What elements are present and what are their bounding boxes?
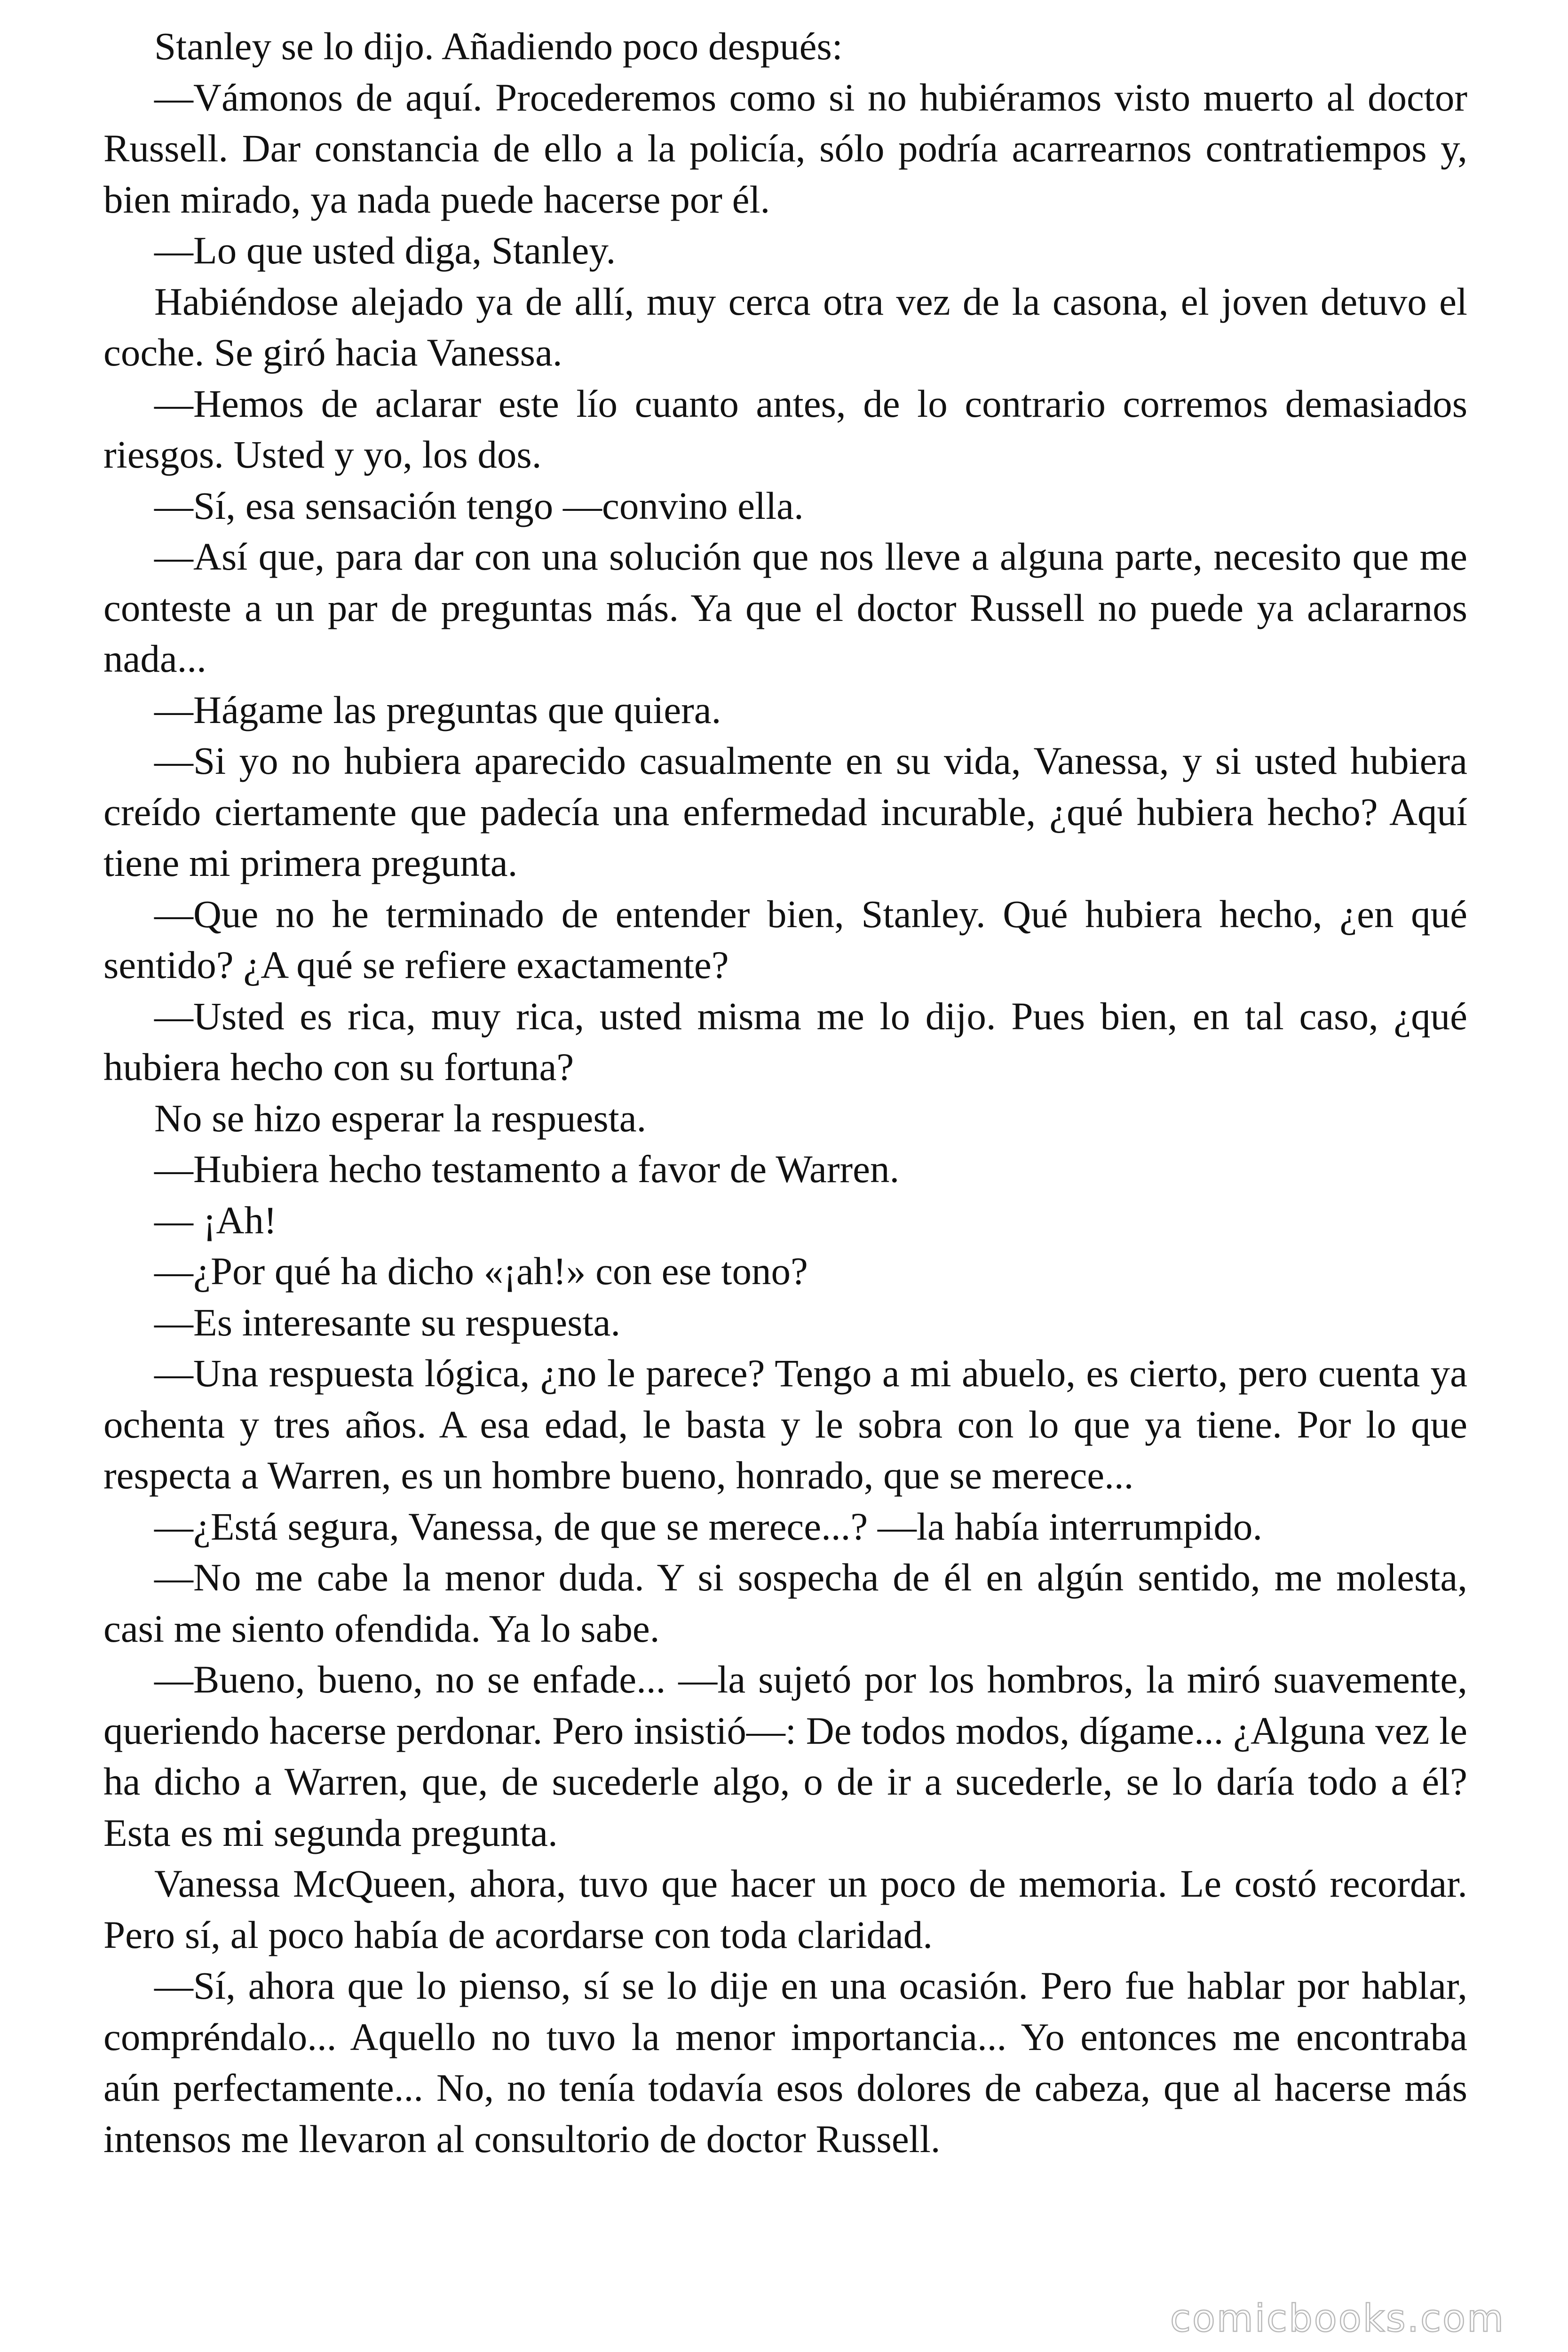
paragraph: —Bueno, bueno, no se enfade... —la sujetó por los hombros, la miró suavemente, queriendo hacerse perdonar. Pero insistió—: De todos modos, dígame... ¿Alguna vez le ha dicho a Warren, que, de sucederle algo, o de ir a sucederle, se lo daría todo a él? Esta es mi segunda pregunta. bbox=[103, 1658, 1467, 1854]
paragraph: No se hizo esperar la respuesta. bbox=[154, 1096, 647, 1140]
paragraph: —Es interesante su respuesta. bbox=[154, 1300, 621, 1344]
paragraph: —No me cabe la menor duda. Y si sospecha de él en algún sentido, me molesta, casi me siento ofendida. Ya lo sabe. bbox=[103, 1556, 1467, 1650]
paragraph: —Usted es rica, muy rica, usted misma me lo dijo. Pues bien, en tal caso, ¿qué hubiera hecho con su fortuna? bbox=[103, 994, 1467, 1089]
paragraph: —Sí, esa sensación tengo —convino ella. bbox=[154, 484, 804, 527]
paragraph: Vanessa McQueen, ahora, tuvo que hacer un poco de memoria. Le costó recordar. Pero sí, al poco había de acordarse con toda claridad. bbox=[103, 1862, 1467, 1956]
paragraph: —Así que, para dar con una solución que nos lleve a alguna parte, necesito que me conteste a un par de preguntas más. Ya que el doctor Russell no puede ya aclararnos nada... bbox=[103, 535, 1467, 680]
paragraph: Habiéndose alejado ya de allí, muy cerca otra vez de la casona, el joven detuvo el coche. Se giró hacia Vanessa. bbox=[103, 279, 1467, 374]
paragraph: —Una respuesta lógica, ¿no le parece? Tengo a mi abuelo, es cierto, pero cuenta ya ochenta y tres años. A esa edad, le basta y le sobra con lo que ya tiene. Por lo que respecta a Warren, es un hombre bueno, honrado, que se merece... bbox=[103, 1351, 1467, 1497]
paragraph: —Hágame las preguntas que quiera. bbox=[154, 688, 721, 731]
watermark: comicbooks.com bbox=[1170, 2296, 1505, 2340]
paragraph: Stanley se lo dijo. Añadiendo poco después: bbox=[154, 24, 843, 68]
paragraph: —Si yo no hubiera aparecido casualmente en su vida, Vanessa, y si usted hubiera creído ciertamente que padecía una enfermedad incurable, ¿qué hubiera hecho? Aquí tiene mi primera pregunta. bbox=[103, 739, 1467, 884]
document-page bbox=[103, 21, 1467, 2164]
paragraph: —Que no he terminado de entender bien, Stanley. Qué hubiera hecho, ¿en qué sentido? ¿A qué se refiere exactamente? bbox=[103, 892, 1467, 986]
paragraph: —Hubiera hecho testamento a favor de Warren. bbox=[154, 1147, 900, 1191]
paragraph: —¿Está segura, Vanessa, de que se merece...? —la había interrumpido. bbox=[154, 1504, 1263, 1548]
paragraph: — ¡Ah! bbox=[154, 1198, 277, 1242]
paragraph: —Vámonos de aquí. Procederemos como si no hubiéramos visto muerto al doctor Russell. Dar constancia de ello a la policía, sólo podría acarrearnos contratiempos y, bien mirado, ya nada puede hacerse por él. bbox=[103, 75, 1467, 221]
paragraph: —Sí, ahora que lo pienso, sí se lo dije en una ocasión. Pero fue hablar por hablar, compréndalo... Aquello no tuvo la menor importancia... Yo entonces me encontraba aún perfectamente... No, no tenía todavía esos dolores de cabeza, que al hacerse más intensos me llevaron al consultorio de doctor Russell. bbox=[103, 1964, 1467, 2161]
paragraph: —Hemos de aclarar este lío cuanto antes, de lo contrario corremos demasiados riesgos. Usted y yo, los dos. bbox=[103, 381, 1467, 476]
paragraph: —Lo que usted diga, Stanley. bbox=[154, 229, 616, 272]
paragraph: —¿Por qué ha dicho «¡ah!» con ese tono? bbox=[154, 1249, 808, 1293]
